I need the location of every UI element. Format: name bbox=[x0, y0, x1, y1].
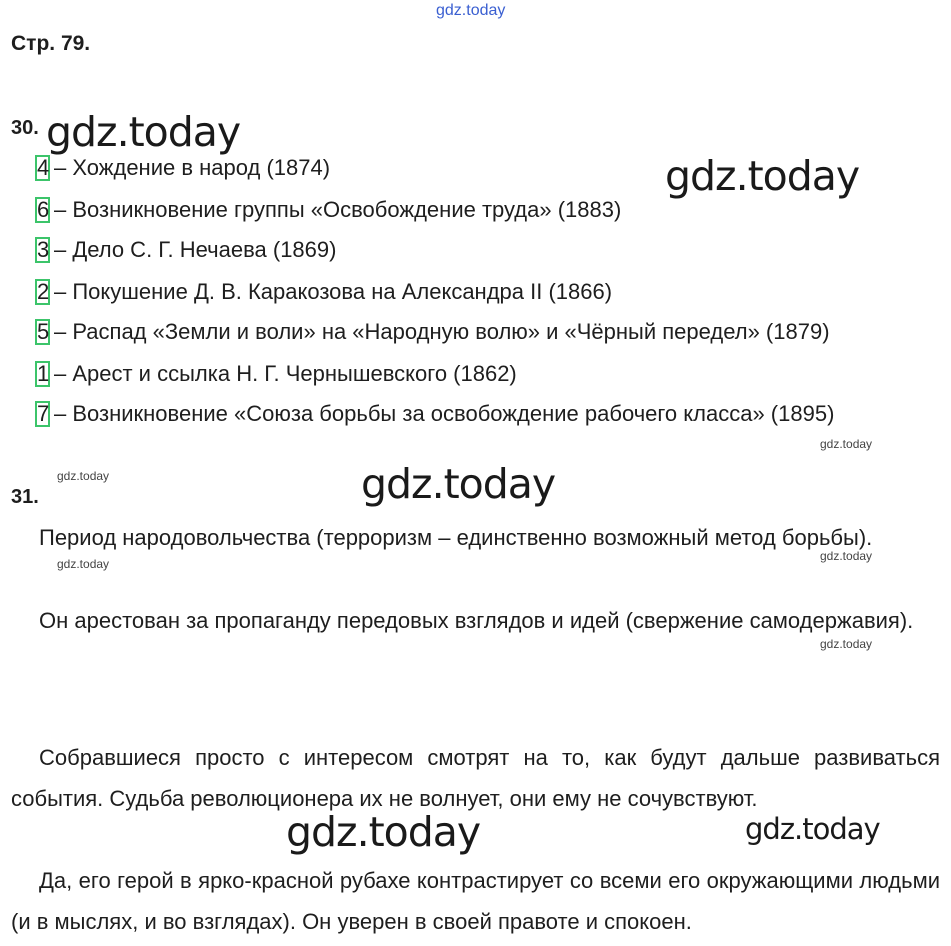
watermark-small: gdz.today bbox=[820, 549, 873, 563]
order-number-box: 7 bbox=[37, 401, 50, 426]
task-31-number: 31. bbox=[11, 486, 39, 508]
list-item bbox=[35, 278, 612, 306]
task-30-number: 30. bbox=[11, 117, 39, 139]
list-item bbox=[35, 196, 621, 224]
page-reference: Стр. 79. bbox=[11, 32, 91, 55]
order-number-box: 3 bbox=[37, 237, 50, 262]
order-number-box: 5 bbox=[37, 319, 50, 344]
list-item-text: – Арест и ссылка Н. Г. Чернышевского (1862) bbox=[54, 361, 517, 386]
order-number-box: 2 bbox=[37, 279, 50, 304]
watermark-top: gdz.today bbox=[436, 2, 506, 19]
list-item bbox=[35, 360, 517, 388]
answer-paragraph: Период народовольчества (терроризм – единственно возможный метод борьбы). bbox=[39, 525, 873, 550]
order-number-box: 6 bbox=[37, 197, 50, 222]
list-item bbox=[35, 236, 336, 264]
list-item-text: – Хождение в народ (1874) bbox=[54, 155, 331, 180]
watermark-medium: gdz.today bbox=[745, 812, 880, 846]
answer-paragraph: Он арестован за пропаганду передовых взглядов и идей (свержение самодержавия). bbox=[39, 608, 914, 633]
watermark-large: gdz.today bbox=[286, 808, 481, 856]
answer-paragraph: Собравшиеся просто с интересом смотрят на то, как будут дальше развиваться события. Судьба революционера их не волнует, они ему не сочувствуют. bbox=[11, 745, 940, 811]
list-item-text: – Возникновение группы «Освобождение труда» (1883) bbox=[54, 197, 622, 222]
list-item bbox=[35, 318, 830, 346]
list-item-text: – Распад «Земли и воли» на «Народную волю» и «Чёрный передел» (1879) bbox=[54, 319, 830, 344]
watermark-large: gdz.today bbox=[665, 152, 860, 200]
order-number-box: 4 bbox=[37, 155, 50, 180]
order-number-box: 1 bbox=[37, 361, 50, 386]
watermark-small: gdz.today bbox=[820, 437, 873, 451]
watermark-small: gdz.today bbox=[57, 469, 110, 483]
list-item bbox=[35, 400, 834, 428]
watermark-large: gdz.today bbox=[46, 108, 241, 156]
list-item-text: – Покушение Д. В. Каракозова на Александра II (1866) bbox=[54, 279, 613, 304]
list-item-text: – Дело С. Г. Нечаева (1869) bbox=[54, 237, 337, 262]
answer-paragraph: Да, его герой в ярко-красной рубахе контрастирует со всеми его окружающими людьми (и в мыслях, и во взглядах). Он уверен в своей правоте и спокоен. bbox=[11, 868, 940, 934]
watermark-small: gdz.today bbox=[57, 557, 110, 571]
list-item bbox=[35, 154, 330, 182]
list-item-text: – Возникновение «Союза борьбы за освобождение рабочего класса» (1895) bbox=[54, 401, 835, 426]
watermark-large: gdz.today bbox=[361, 460, 556, 508]
watermark-small: gdz.today bbox=[820, 637, 873, 651]
